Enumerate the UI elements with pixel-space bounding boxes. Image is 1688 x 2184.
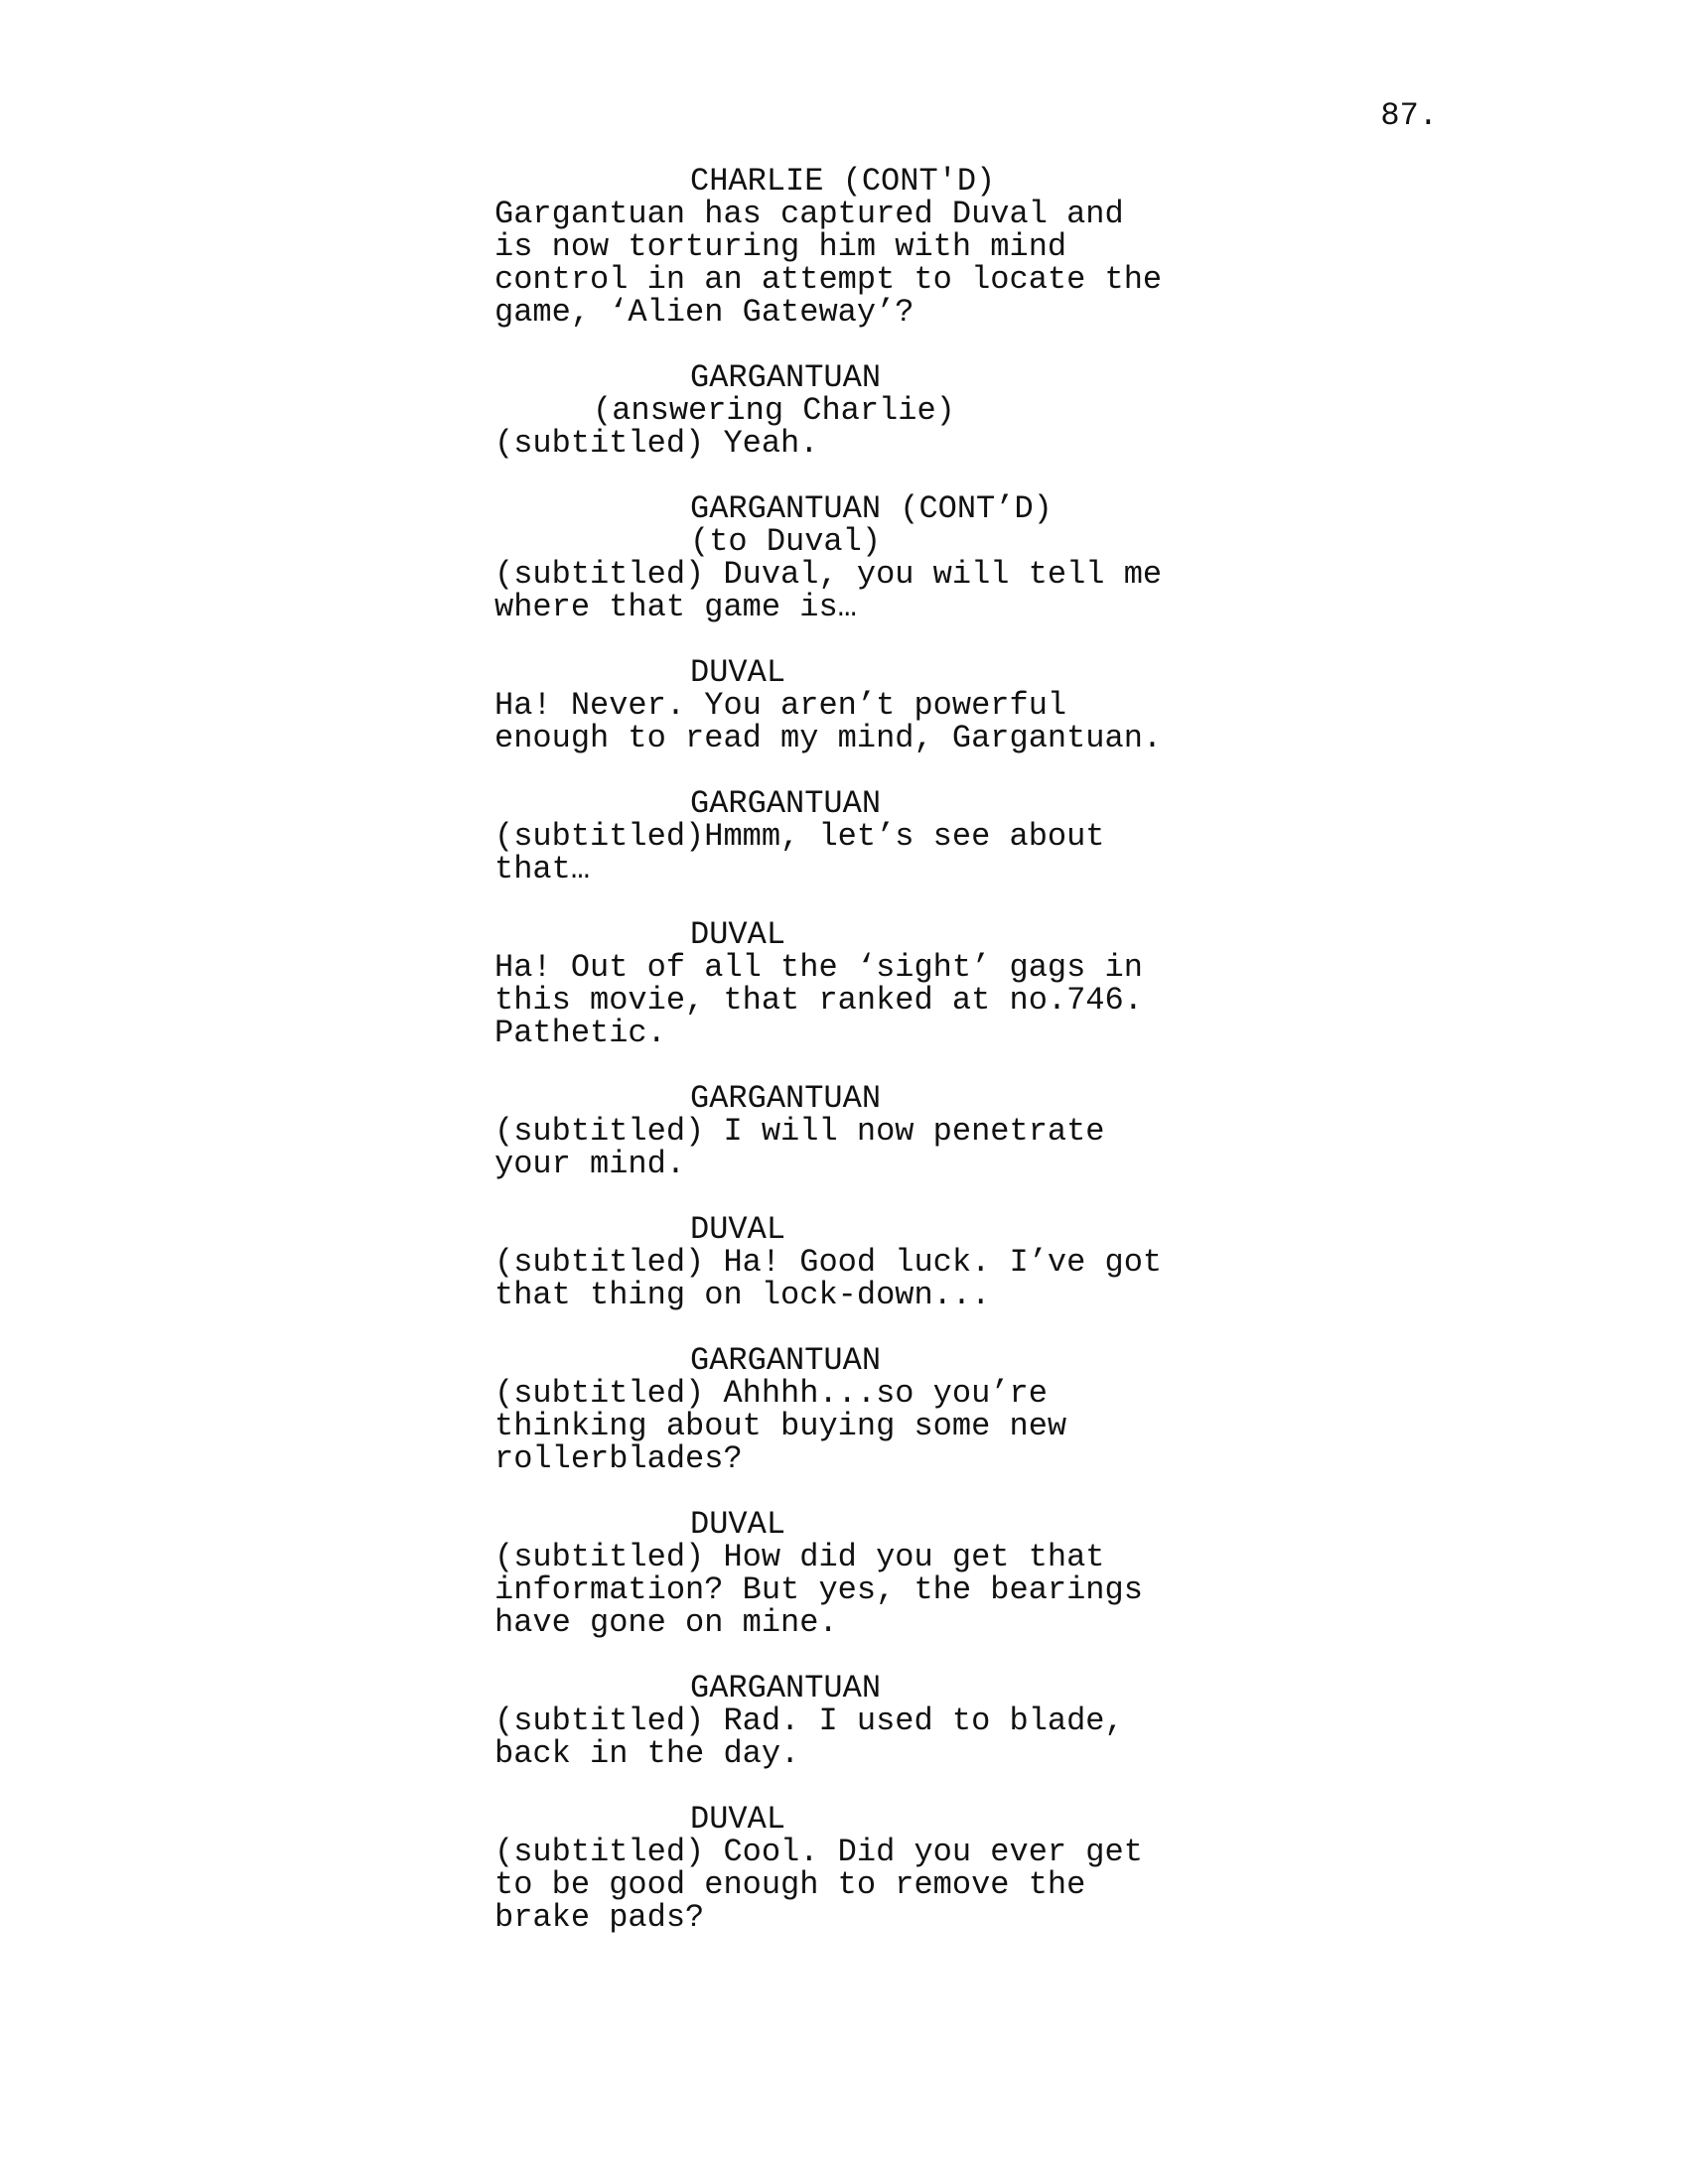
dialogue-line: (subtitled) Ahhhh...so you’re [494, 1375, 1048, 1412]
character-name: DUVAL [690, 916, 786, 953]
character-name: GARGANTUAN (CONT’D) [690, 490, 1053, 527]
dialogue-block [494, 1344, 1249, 1475]
character-name: DUVAL [690, 654, 786, 691]
dialogue-line: brake pads? [494, 1899, 705, 1936]
dialogue-line: (subtitled) Rad. I used to blade, [494, 1703, 1124, 1739]
dialogue-block [494, 918, 1249, 1049]
dialogue-line: your mind. [494, 1146, 686, 1182]
dialogue-line: this movie, that ranked at no.746. [494, 982, 1143, 1019]
dialogue-line: that thing on lock-down... [494, 1277, 991, 1313]
dialogue-line: have gone on mine. [494, 1604, 838, 1641]
parenthetical: (to Duval) [690, 523, 882, 560]
dialogue-block [494, 1803, 1249, 1934]
dialogue-line: (subtitled) Cool. Did you ever get [494, 1834, 1143, 1870]
dialogue-block [494, 361, 1249, 460]
dialogue-line: (subtitled) How did you get that [494, 1539, 1105, 1575]
dialogue-line: Ha! Out of all the ‘sight’ gags in [494, 949, 1143, 986]
character-name: GARGANTUAN [690, 1670, 882, 1706]
character-name: GARGANTUAN [690, 359, 882, 396]
dialogue-block [494, 1082, 1249, 1180]
dialogue-block [494, 1508, 1249, 1639]
parenthetical: (answering Charlie) [593, 392, 955, 429]
dialogue-line: Gargantuan has captured Duval and [494, 196, 1124, 232]
dialogue-line: (subtitled) I will now penetrate [494, 1113, 1105, 1150]
dialogue-line: rollerblades? [494, 1440, 743, 1477]
dialogue-block [494, 165, 1249, 329]
character-name: GARGANTUAN [690, 785, 882, 822]
character-name: DUVAL [690, 1211, 786, 1248]
dialogue-block [494, 1672, 1249, 1770]
page-number: 87. [1380, 97, 1438, 134]
dialogue-line: that… [494, 851, 591, 887]
dialogue-line: is now torturing him with mind [494, 228, 1067, 265]
dialogue-line: (subtitled) Yeah. [494, 425, 819, 462]
character-name: GARGANTUAN [690, 1080, 882, 1117]
dialogue-block [494, 1213, 1249, 1311]
dialogue-line: information? But yes, the bearings [494, 1571, 1143, 1608]
dialogue-line: control in an attempt to locate the [494, 261, 1163, 298]
dialogue-line: (subtitled) Duval, you will tell me [494, 556, 1163, 593]
dialogue-line: Ha! Never. You aren’t powerful [494, 687, 1067, 724]
dialogue-line: back in the day. [494, 1735, 800, 1772]
dialogue-line: where that game is… [494, 589, 857, 625]
dialogue-block [494, 492, 1249, 623]
script-body [494, 165, 1249, 1967]
character-name: CHARLIE (CONT'D) [690, 163, 996, 200]
dialogue-line: (subtitled)Hmmm, let’s see about [494, 818, 1105, 855]
character-name: DUVAL [690, 1506, 786, 1543]
character-name: GARGANTUAN [690, 1342, 882, 1379]
dialogue-line: Pathetic. [494, 1015, 666, 1051]
character-name: DUVAL [690, 1801, 786, 1838]
dialogue-line: to be good enough to remove the [494, 1866, 1086, 1903]
dialogue-block [494, 787, 1249, 886]
dialogue-line: thinking about buying some new [494, 1408, 1067, 1444]
dialogue-block [494, 656, 1249, 754]
dialogue-line: (subtitled) Ha! Good luck. I’ve got [494, 1244, 1163, 1281]
dialogue-line: enough to read my mind, Gargantuan. [494, 720, 1163, 756]
dialogue-line: game, ‘Alien Gateway’? [494, 294, 914, 331]
